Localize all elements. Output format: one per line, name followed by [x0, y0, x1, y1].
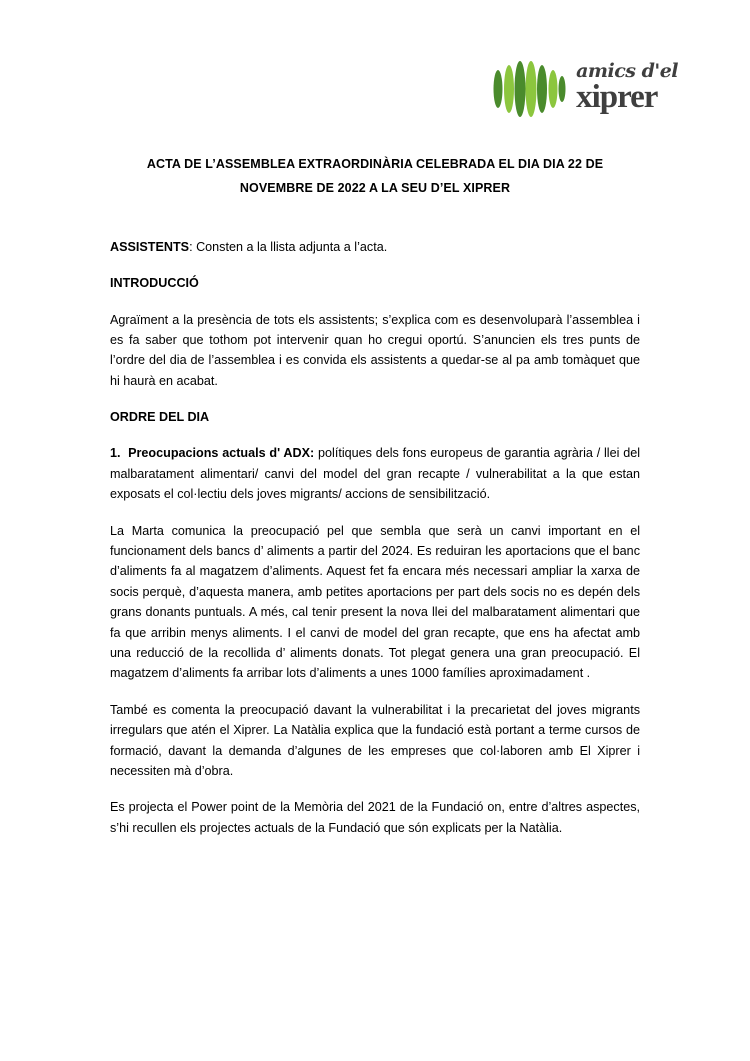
- page-title-line-2: NOVEMBRE DE 2022 A LA SEU D’EL XIPRER: [239, 181, 511, 196]
- section-heading-introduccio: INTRODUCCIÓ: [110, 276, 199, 291]
- body-paragraph-4: Es projecta el Power point de la Memòria del 2021 de la Fundació on, entre d’altres aspectes, s’hi recullen els projectes actuals de la Fundació que són explicats per la Natàlia.: [110, 800, 640, 835]
- body-paragraph-3: També es comenta la preocupació davant la vulnerabilitat i la precarietat del joves migrants irregulars que atén el Xiprer. La Natàlia explica que la fundació està portant a terme cursos de formació, davant la demanda d’algunes de les empreses que col·laboren amb El Xiprer i necessiten mà d’obra.: [110, 702, 640, 778]
- organization-logo: [488, 58, 678, 120]
- page-title-line-1: ACTA DE L’ASSEMBLEA EXTRAORDINÀRIA CELEBRADA EL DIA DIA 22 DE: [146, 157, 604, 171]
- logo-wordmark-bottom: xiprer: [576, 79, 658, 116]
- agenda-item-1-title: Preocupacions actuals d' ADX:: [128, 446, 315, 461]
- cypress-tree-logo-icon: [488, 58, 568, 120]
- agenda-item-1-text: polítiques dels fons europeus de garantia agrària / llei del malbaratament alimentari/ canvi del model del gran recapte / vulnerabilitat a la que estan exposats el col·lectiu dels joves migrants/ accions de sensibilització.: [110, 446, 641, 502]
- body-paragraph-2: La Marta comunica la preocupació pel que sembla que serà un canvi important en el funcionament dels bancs d’ aliments a partir del 2024. Es reduiran les aportacions que el banc d’aliments fa al magatzem d’aliments. Aquest fet fa encara més necessari ampliar la xarxa de socis perquè, d’aquesta manera, amb petites aportacions per part dels socis no es depén dels grans donants puntuals. A més, cal tenir present la nova llei del malbaratament alimentari que fa que arribin menys aliments. I el canvi de model del gran recapte, que ens ha afectat amb una reducció de la recollida d’ aliments donats. Tot plegat genera una gran preocupació. El magatzem d’aliments fa arribar lots d’aliments a unes 1000 famílies aproximadament .: [110, 523, 640, 681]
- agenda-item-1: [110, 443, 640, 504]
- logo-wordmark: [576, 62, 678, 115]
- attendees-label: ASSISTENTS: [110, 239, 190, 254]
- logo-wordmark-top: amics d'el: [576, 60, 678, 83]
- attendees-text: : Consten a la llista adjunta a l’acta.: [189, 239, 388, 254]
- section-heading-ordre-del-dia: ORDRE DEL DIA: [110, 410, 210, 425]
- attendees-paragraph: [110, 237, 640, 257]
- document-body: [110, 201, 640, 838]
- intro-paragraph: Agraïment a la presència de tots els assistents; s’explica com es desenvoluparà l’assemblea i es fa saber que tothom pot intervenir quan ho cregui oportú. S’anuncien els tres punts de l’ordre del dia de l’assemblea i es convida els assistents a quedar-se al pa amb tomàquet que hi haurà en acabat.: [110, 312, 640, 388]
- agenda-item-1-number: 1.: [110, 446, 121, 461]
